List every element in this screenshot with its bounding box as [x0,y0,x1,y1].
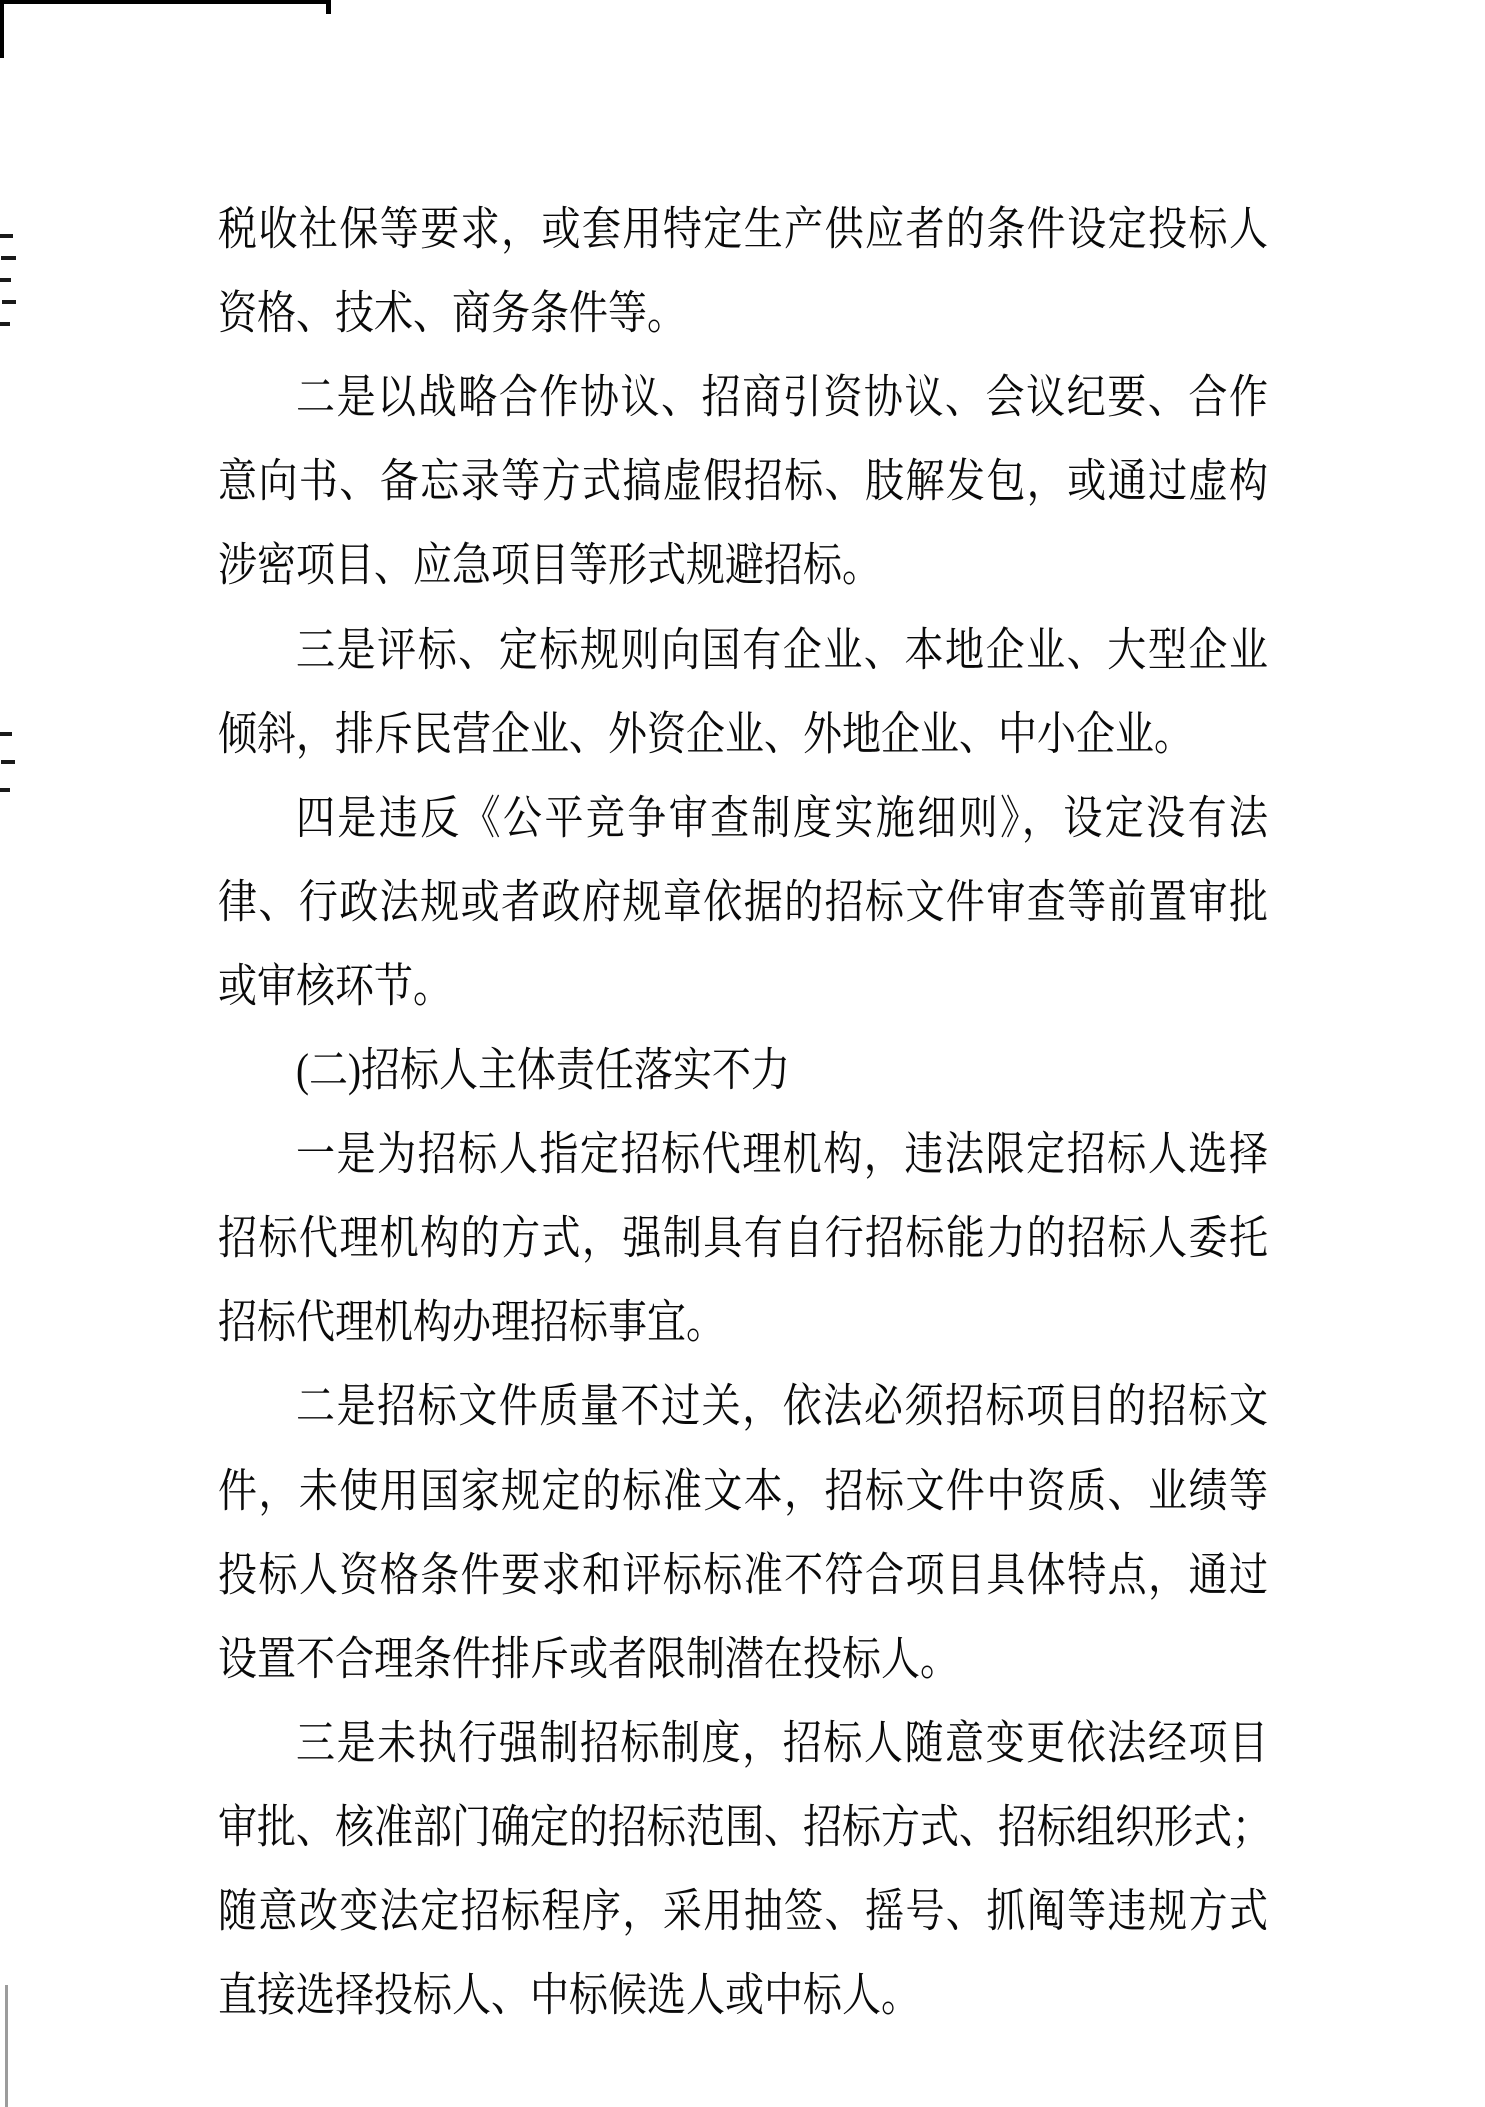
document-line-14: 招标代理机构办理招标事宜。 [218,1297,726,1349]
scan-bottom-gray-line [5,1985,8,2107]
document-line-12: 一是为招标人指定招标代理机构，违法限定招标人选择 [296,1129,1268,1181]
document-line-4: 意向书、备忘录等方式搞虚假招标、肢解发包，或通过虚构 [218,456,1268,508]
scan-left-edge-line [0,4,4,58]
document-line-18: 设置不合理条件排斥或者限制潜在投标人。 [218,1634,960,1686]
document-line-3: 二是以战略合作协议、招商引资协议、会议纪要、合作 [296,372,1268,424]
scan-left-margin-mark-1 [0,234,13,238]
document-line-9: 律、行政法规或者政府规章依据的招标文件审查等前置审批 [218,877,1268,929]
document-line-8: 四是违反《公平竞争审查制度实施细则》，设定没有法 [296,793,1268,845]
document-line-1: 税收社保等要求，或套用特定生产供应者的条件设定投标人 [218,204,1268,256]
scan-top-edge-line [0,0,330,4]
document-line-21: 随意改变法定招标程序，采用抽签、摇号、抓阄等违规方式 [218,1886,1268,1938]
document-line-11: (二)招标人主体责任落实不力 [296,1045,790,1097]
document-line-7: 倾斜，排斥民营企业、外资企业、外地企业、中小企业。 [218,709,1194,761]
document-line-5: 涉密项目、应急项目等形式规避招标。 [218,540,882,592]
scan-left-margin-mark-8 [0,788,10,792]
scan-left-margin-mark-6 [0,732,12,736]
document-line-20: 审批、核准部门确定的招标范围、招标方式、招标组织形式； [218,1802,1272,1854]
document-line-19: 三是未执行强制招标制度，招标人随意变更依法经项目 [296,1718,1268,1770]
scan-left-margin-mark-4 [2,300,16,304]
scan-left-margin-mark-3 [0,278,11,282]
document-line-10: 或审核环节。 [218,961,453,1013]
document-line-16: 件，未使用国家规定的标准文本，招标文件中资质、业绩等 [218,1466,1268,1518]
document-line-6: 三是评标、定标规则向国有企业、本地企业、大型企业 [296,625,1268,677]
scan-top-edge-tick [326,0,331,14]
scan-left-margin-mark-7 [1,760,15,764]
document-line-17: 投标人资格条件要求和评标标准不符合项目具体特点，通过 [218,1550,1268,1602]
scan-left-margin-mark-2 [1,256,16,260]
document-line-22: 直接选择投标人、中标候选人或中标人。 [218,1970,921,2022]
scan-left-margin-mark-5 [0,322,10,326]
document-line-13: 招标代理机构的方式，强制具有自行招标能力的招标人委托 [218,1213,1268,1265]
document-line-15: 二是招标文件质量不过关，依法必须招标项目的招标文 [296,1381,1268,1433]
document-line-2: 资格、技术、商务条件等。 [218,288,687,340]
